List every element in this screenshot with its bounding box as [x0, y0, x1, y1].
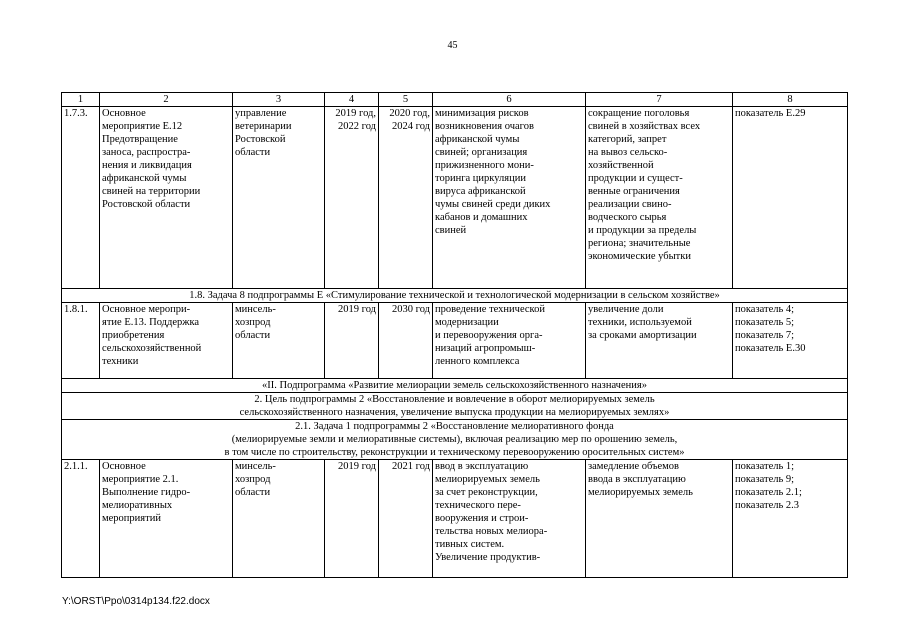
text-line: области — [235, 330, 271, 341]
text-line: региона; значительные — [588, 238, 691, 249]
result-cell — [433, 303, 586, 379]
text-line: свиней; организация — [435, 147, 528, 158]
text-line: мероприятий — [102, 513, 161, 524]
measure-name-cell — [100, 460, 233, 578]
text-line: за счет реконструкции, — [435, 487, 538, 498]
text-line: 2019 год — [338, 461, 376, 472]
text-line: проведение технической — [435, 304, 545, 315]
text-line: нения и ликвидация — [102, 160, 192, 171]
row-number: 1.8.1. — [62, 303, 100, 379]
text-line: ввода в эксплуатацию — [588, 474, 686, 485]
text-line: 2.1. Задача 1 подпрограммы 2 «Восстановление мелиоративного фонда — [295, 421, 614, 432]
page-number: 45 — [447, 40, 458, 51]
header-cell: 1 — [62, 93, 100, 107]
text-line: тивных систем. — [435, 539, 505, 550]
text-line: свиней — [435, 225, 467, 236]
text-line: показатель 2.3 — [735, 500, 800, 511]
text-line: африканской чумы — [102, 173, 187, 184]
end-year-cell — [379, 107, 433, 289]
text-line: управление — [235, 108, 287, 119]
text-line: и перевооружения орга- — [435, 330, 543, 341]
text-line: ятие Е.13. Поддержка — [102, 317, 200, 328]
section-heading — [62, 393, 848, 420]
text-line: торинга циркуляции — [435, 173, 526, 184]
text-line: минимизация рисков — [435, 108, 529, 119]
executor-cell — [233, 460, 325, 578]
text-line: низаций агропромыш- — [435, 343, 536, 354]
indicators-cell — [733, 460, 848, 578]
text-line: показатель 5; — [735, 317, 795, 328]
header-cell: 4 — [325, 93, 379, 107]
text-line: хозпрод — [235, 317, 271, 328]
row-number: 1.7.3. — [62, 107, 100, 289]
text-line: приобретения — [102, 330, 165, 341]
text-line: Предотвращение — [102, 134, 178, 145]
text-line: Основное — [102, 108, 146, 119]
header-cell: 5 — [379, 93, 433, 107]
text-line: 2020 год, — [389, 108, 430, 119]
text-line: 2030 год — [392, 304, 430, 315]
text-line: мелиорируемых земель — [435, 474, 540, 485]
text-line: продукции и сущест- — [588, 173, 683, 184]
text-line: сельскохозяйственной — [102, 343, 202, 354]
text-line: хозяйственной — [588, 160, 654, 171]
text-line: Основное — [102, 461, 146, 472]
text-line: 2024 год — [392, 121, 430, 132]
text-line: заноса, распростра- — [102, 147, 191, 158]
start-year-cell — [325, 460, 379, 578]
end-year-cell — [379, 460, 433, 578]
text-line: ленного комплекса — [435, 356, 520, 367]
text-line: мероприятие Е.12 — [102, 121, 183, 132]
table-row-1-8-1 — [62, 303, 848, 379]
text-line: экономические убытки — [588, 251, 691, 262]
text-line: модернизации — [435, 317, 499, 328]
section-row-task-2-1 — [62, 420, 848, 460]
table-row-2-1-1 — [62, 460, 848, 578]
header-cell: 8 — [733, 93, 848, 107]
text-line: 2. Цель подпрограммы 2 «Восстановление и вовлечение в оборот мелиорируемых земель — [254, 394, 655, 405]
text-line: Увеличение продуктив- — [435, 552, 541, 563]
text-line: вооружения и строи- — [435, 513, 529, 524]
text-line: увеличение доли — [588, 304, 664, 315]
section-heading — [62, 289, 848, 303]
measures-table — [61, 92, 848, 578]
text-line: показатель 4; — [735, 304, 795, 315]
text-line: ввод в эксплуатацию — [435, 461, 529, 472]
text-line: венные ограничения — [588, 186, 680, 197]
start-year-cell — [325, 107, 379, 289]
text-line: мелиорируемых земель — [588, 487, 693, 498]
section-heading — [62, 379, 848, 393]
text-line: свиней на территории — [102, 186, 201, 197]
text-line: в том числе по строительству, реконструкции и техническому перевооружению оросительных систем» — [224, 447, 685, 458]
text-line: кабанов и домашних — [435, 212, 528, 223]
text-line: и продукции за пределы — [588, 225, 697, 236]
text-line: минсель- — [235, 461, 276, 472]
row-number: 2.1.1. — [62, 460, 100, 578]
text-line: вируса африканской — [435, 186, 526, 197]
text-line: 1.8. Задача 8 подпрограммы Е «Стимулирование технической и технологической модернизации в сельском хозяйстве» — [189, 290, 720, 301]
text-line: технического пере- — [435, 500, 521, 511]
text-line: африканской чумы — [435, 134, 520, 145]
text-line: чумы свиней среди диких — [435, 199, 551, 210]
text-line: свиней в хозяйствах всех — [588, 121, 701, 132]
section-row-task-1-8 — [62, 289, 848, 303]
text-line: Ростовской области — [102, 199, 191, 210]
text-line: категорий, запрет — [588, 134, 667, 145]
header-row — [62, 93, 848, 107]
indicators-cell — [733, 303, 848, 379]
text-line: Выполнение гидро- — [102, 487, 191, 498]
text-line: 2019 год, — [335, 108, 376, 119]
header-cell: 2 — [100, 93, 233, 107]
measure-name-cell — [100, 107, 233, 289]
consequences-cell — [586, 107, 733, 289]
text-line: показатель 7; — [735, 330, 795, 341]
text-line: 2021 год — [392, 461, 430, 472]
result-cell — [433, 460, 586, 578]
result-cell — [433, 107, 586, 289]
text-line: показатель 2.1; — [735, 487, 802, 498]
consequences-cell — [586, 303, 733, 379]
header-cell: 6 — [433, 93, 586, 107]
consequences-cell — [586, 460, 733, 578]
start-year-cell — [325, 303, 379, 379]
text-line: техники — [102, 356, 139, 367]
table-row-1-7-3 — [62, 107, 848, 289]
section-row-goal-2 — [62, 393, 848, 420]
text-line: мелиоративных — [102, 500, 173, 511]
text-line: показатель 9; — [735, 474, 795, 485]
text-line: показатель Е.30 — [735, 343, 806, 354]
text-line: мероприятие 2.1. — [102, 474, 179, 485]
text-line: хозпрод — [235, 474, 271, 485]
text-line: водческого сырья — [588, 212, 667, 223]
text-line: минсель- — [235, 304, 276, 315]
text-line: возникновения очагов — [435, 121, 534, 132]
text-line: тельства новых мелиора- — [435, 526, 548, 537]
text-line: Ростовской — [235, 134, 286, 145]
section-row-subprogram-2 — [62, 379, 848, 393]
measure-name-cell — [100, 303, 233, 379]
text-line: 2019 год — [338, 304, 376, 315]
text-line: сокращение поголовья — [588, 108, 690, 119]
executor-cell — [233, 107, 325, 289]
executor-cell — [233, 303, 325, 379]
header-cell: 7 — [586, 93, 733, 107]
file-path-footer: Y:\ORST\Ppo\0314p134.f22.docx — [62, 596, 210, 607]
text-line: техники, используемой — [588, 317, 692, 328]
text-line: области — [235, 147, 271, 158]
text-line: замедление объемов — [588, 461, 680, 472]
text-line: «II. Подпрограмма «Развитие мелиорации земель сельскохозяйственного назначения» — [262, 380, 647, 391]
indicators-cell — [733, 107, 848, 289]
text-line: реализации свино- — [588, 199, 672, 210]
text-line: ветеринарии — [235, 121, 292, 132]
end-year-cell — [379, 303, 433, 379]
text-line: (мелиорируемые земли и мелиоративные системы), включая реализацию мер по орошению земель, — [231, 434, 678, 445]
text-line: Основное меропри- — [102, 304, 191, 315]
section-heading — [62, 420, 848, 460]
text-line: сельскохозяйственного назначения, увеличение выпуска продукции на мелиорируемых землях» — [239, 407, 670, 418]
text-line: области — [235, 487, 271, 498]
text-line: показатель 1; — [735, 461, 795, 472]
text-line: показатель Е.29 — [735, 108, 806, 119]
text-line: 2022 год — [338, 121, 376, 132]
text-line: прижизненного мони- — [435, 160, 534, 171]
text-line: на вывоз сельско- — [588, 147, 668, 158]
text-line: за сроками амортизации — [588, 330, 697, 341]
header-cell: 3 — [233, 93, 325, 107]
